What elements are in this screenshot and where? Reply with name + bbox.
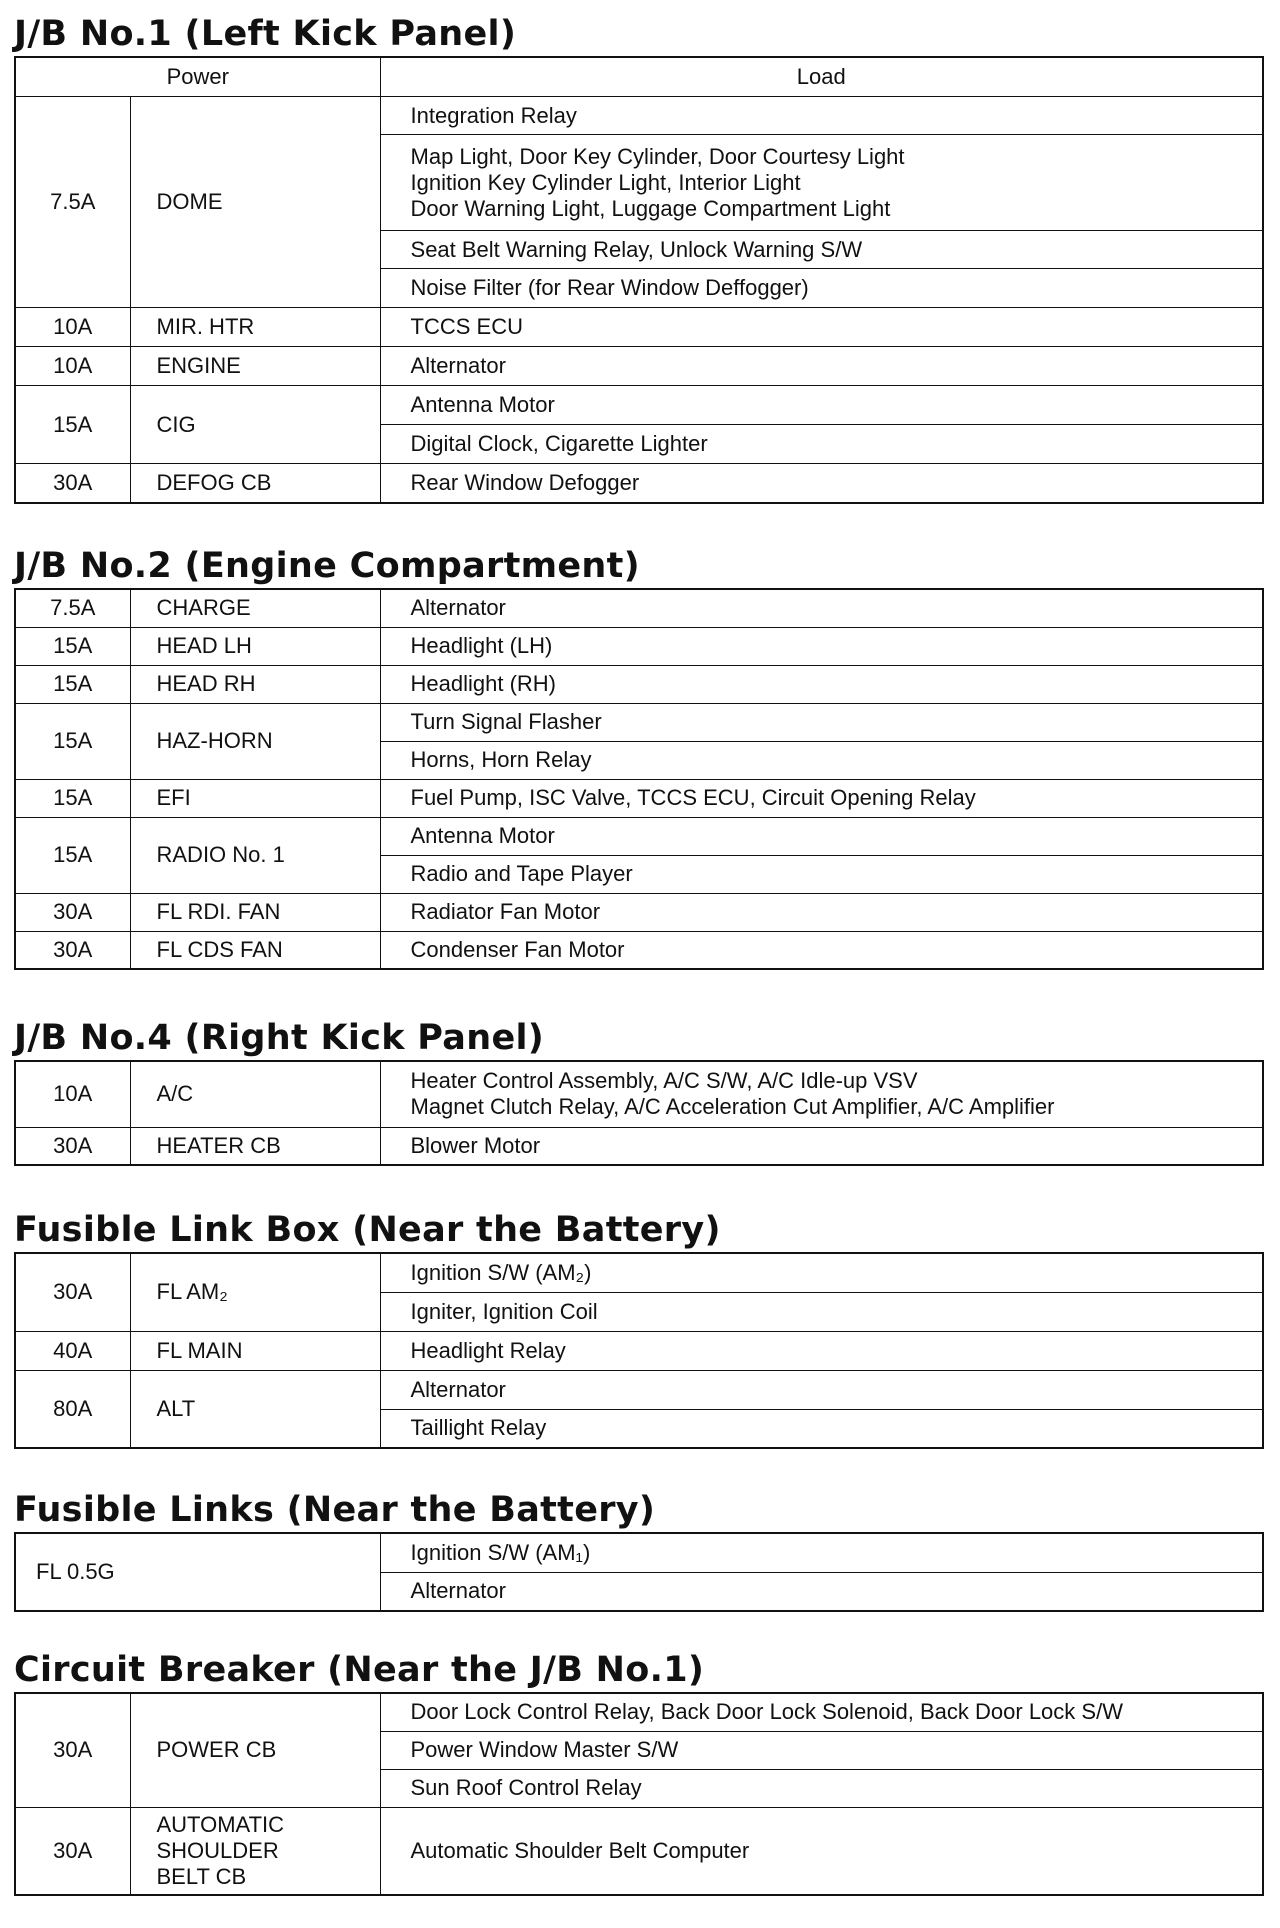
load-text: Condenser Fan Motor: [410, 936, 625, 962]
table-row: [15, 779, 1263, 817]
fuse-amperage: 10A: [15, 347, 130, 386]
fuse-name: HAZ-HORN: [130, 703, 380, 779]
load-text: Headlight Relay: [410, 1337, 566, 1363]
load-text: Rear Window Defogger: [410, 469, 640, 495]
load-text: Igniter, Ignition Coil: [410, 1298, 598, 1324]
table-row: [15, 665, 1263, 703]
section-title: Fusible Links (Near the Battery): [14, 1490, 656, 1530]
load-header: Load: [380, 57, 1263, 97]
load-text: Headlight (LH): [410, 633, 553, 658]
load-text: Radiator Fan Motor: [410, 899, 601, 924]
load-text: Ignition S/W (AM₁): [410, 1539, 591, 1565]
load-text: Automatic Shoulder Belt Computer: [410, 1837, 750, 1863]
fuse-table: [14, 56, 1264, 504]
fuse-table: [14, 1252, 1264, 1449]
load-text: Antenna Motor: [410, 823, 555, 848]
fuse-name: ALT: [130, 1370, 380, 1448]
fuse-amperage: 7.5A: [15, 97, 130, 308]
load-cell: [380, 1370, 1263, 1409]
fuse-name: CHARGE: [130, 589, 380, 627]
load-cell: [380, 703, 1263, 741]
fuse-amperage: 15A: [15, 817, 130, 893]
fuse-section: [14, 12, 1262, 504]
table-header-row: [15, 57, 1263, 97]
table-row: [15, 1693, 1263, 1731]
load-cell: [380, 1807, 1263, 1895]
fuse-name: HEATER CB: [130, 1127, 380, 1165]
load-text: Radio and Tape Player: [410, 861, 633, 886]
table-row: [15, 1807, 1263, 1895]
fuse-amperage: 30A: [15, 1127, 130, 1165]
fuse-amperage: 15A: [15, 627, 130, 665]
load-text: Fuel Pump, ISC Valve, TCCS ECU, Circuit Opening Relay: [410, 785, 976, 810]
load-cell: [380, 347, 1263, 386]
table-row: [15, 817, 1263, 855]
load-cell: [380, 741, 1263, 779]
table-row: [15, 627, 1263, 665]
fuse-name: FL CDS FAN: [130, 931, 380, 969]
load-cell: [380, 464, 1263, 503]
fuse-name: DEFOG CB: [130, 464, 380, 503]
load-cell: [380, 1409, 1263, 1448]
fuse-name: RADIO No. 1: [130, 817, 380, 893]
load-cell: [380, 893, 1263, 931]
section-title: J/B No.1 (Left Kick Panel): [14, 14, 517, 54]
section-title: J/B No.4 (Right Kick Panel): [14, 1018, 545, 1058]
load-cell: [380, 1693, 1263, 1731]
fuse-table: [14, 1060, 1264, 1166]
load-cell: [380, 1769, 1263, 1807]
load-text: Headlight (RH): [410, 671, 556, 696]
table-row: [15, 1370, 1263, 1409]
table-row: [15, 931, 1263, 969]
fuse-amperage: 30A: [15, 464, 130, 503]
table-row: [15, 1331, 1263, 1370]
load-cell: [380, 1253, 1263, 1292]
fuse-name: HEAD RH: [130, 665, 380, 703]
load-text: Noise Filter (for Rear Window Deffogger): [410, 275, 809, 300]
load-text: Alternator: [410, 1376, 506, 1402]
load-text: Alternator: [410, 595, 506, 621]
table-row: [15, 589, 1263, 627]
load-text: TCCS ECU: [410, 314, 523, 339]
section-title: J/B No.2 (Engine Compartment): [14, 546, 640, 586]
load-text: Blower Motor: [410, 1132, 541, 1158]
load-cell: [380, 386, 1263, 425]
load-text: Horns, Horn Relay: [410, 747, 592, 772]
load-cell: [380, 1127, 1263, 1165]
fuse-link-name: FL 0.5G: [15, 1533, 380, 1611]
load-text: Antenna Motor: [410, 392, 555, 417]
fuse-name: EFI: [130, 779, 380, 817]
fuse-name: ENGINE: [130, 347, 380, 386]
load-cell: [380, 308, 1263, 347]
table-row: [15, 1253, 1263, 1292]
load-text: Ignition S/W (AM₂): [410, 1259, 592, 1285]
fuse-name: FL MAIN: [130, 1331, 380, 1370]
fuse-name: CIG: [130, 386, 380, 464]
fuse-amperage: 10A: [15, 308, 130, 347]
fuse-amperage: 80A: [15, 1370, 130, 1448]
load-text: Alternator: [410, 1578, 506, 1604]
load-cell: [380, 779, 1263, 817]
load-cell: [380, 1292, 1263, 1331]
table-row: [15, 464, 1263, 503]
load-cell: [380, 135, 1263, 231]
load-cell: [380, 97, 1263, 135]
load-text: Seat Belt Warning Relay, Unlock Warning S/W: [410, 236, 863, 262]
load-cell: [380, 1572, 1263, 1611]
fuse-amperage: 15A: [15, 779, 130, 817]
table-row: [15, 1127, 1263, 1165]
fuse-amperage: 30A: [15, 893, 130, 931]
fuse-amperage: 10A: [15, 1061, 130, 1127]
load-text: Digital Clock, Cigarette Lighter: [410, 431, 708, 456]
fuse-section: [14, 1208, 1262, 1449]
load-cell: [380, 1731, 1263, 1769]
load-text: Alternator: [410, 353, 506, 378]
load-text: Sun Roof Control Relay: [410, 1775, 642, 1800]
fuse-section: [14, 1488, 1262, 1612]
load-cell: [380, 817, 1263, 855]
fuse-section: [14, 1016, 1262, 1166]
table-row: [15, 386, 1263, 425]
fuse-name: POWER CB: [130, 1693, 380, 1807]
fuse-amperage: 30A: [15, 931, 130, 969]
fuse-name: MIR. HTR: [130, 308, 380, 347]
load-cell: [380, 1533, 1263, 1572]
section-title: Circuit Breaker (Near the J/B No.1): [14, 1650, 705, 1690]
fuse-name: HEAD LH: [130, 627, 380, 665]
table-row: [15, 97, 1263, 135]
load-cell: [380, 589, 1263, 627]
load-cell: [380, 425, 1263, 464]
fuse-amperage: 30A: [15, 1807, 130, 1895]
load-cell: [380, 627, 1263, 665]
fuse-section: [14, 544, 1262, 970]
fuse-name: A/C: [130, 1061, 380, 1127]
table-row: [15, 1061, 1263, 1127]
fuse-amperage: 30A: [15, 1253, 130, 1331]
table-row: [15, 893, 1263, 931]
load-cell: [380, 1331, 1263, 1370]
load-text: Heater Control Assembly, A/C S/W, A/C Idle-up VSV Magnet Clutch Relay, A/C Acceleration Cut Amplifier, A/C Amplifier: [410, 1068, 1055, 1120]
power-header: Power: [15, 57, 380, 97]
table-row: [15, 308, 1263, 347]
fuse-table: [14, 1692, 1264, 1896]
fuse-amperage: 15A: [15, 703, 130, 779]
load-cell: [380, 1061, 1263, 1127]
fuse-amperage: 7.5A: [15, 589, 130, 627]
fuse-amperage: 30A: [15, 1693, 130, 1807]
fuse-table: [14, 1532, 1264, 1612]
section-title: Fusible Link Box (Near the Battery): [14, 1210, 721, 1250]
load-text: Door Lock Control Relay, Back Door Lock Solenoid, Back Door Lock S/W: [410, 1699, 1123, 1725]
fuse-amperage: 15A: [15, 386, 130, 464]
fuse-amperage: 15A: [15, 665, 130, 703]
load-cell: [380, 269, 1263, 308]
load-text: Integration Relay: [410, 102, 577, 128]
fuse-name: AUTOMATIC SHOULDER BELT CB: [130, 1807, 380, 1895]
fuse-section: [14, 1648, 1262, 1896]
fuse-name: FL AM₂: [130, 1253, 380, 1331]
load-text: Taillight Relay: [410, 1415, 547, 1441]
load-text: Map Light, Door Key Cylinder, Door Courtesy Light Ignition Key Cylinder Light, Interior Light Door Warning Light, Luggage Compartment Light: [410, 143, 905, 221]
load-text: Power Window Master S/W: [410, 1737, 679, 1762]
fuse-table: [14, 588, 1264, 970]
load-text: Turn Signal Flasher: [410, 709, 602, 734]
load-cell: [380, 231, 1263, 269]
fuse-name: FL RDI. FAN: [130, 893, 380, 931]
load-cell: [380, 931, 1263, 969]
fuse-amperage: 40A: [15, 1331, 130, 1370]
load-cell: [380, 665, 1263, 703]
table-row: [15, 1533, 1263, 1572]
table-row: [15, 703, 1263, 741]
table-row: [15, 347, 1263, 386]
fuse-name: DOME: [130, 97, 380, 308]
load-cell: [380, 855, 1263, 893]
